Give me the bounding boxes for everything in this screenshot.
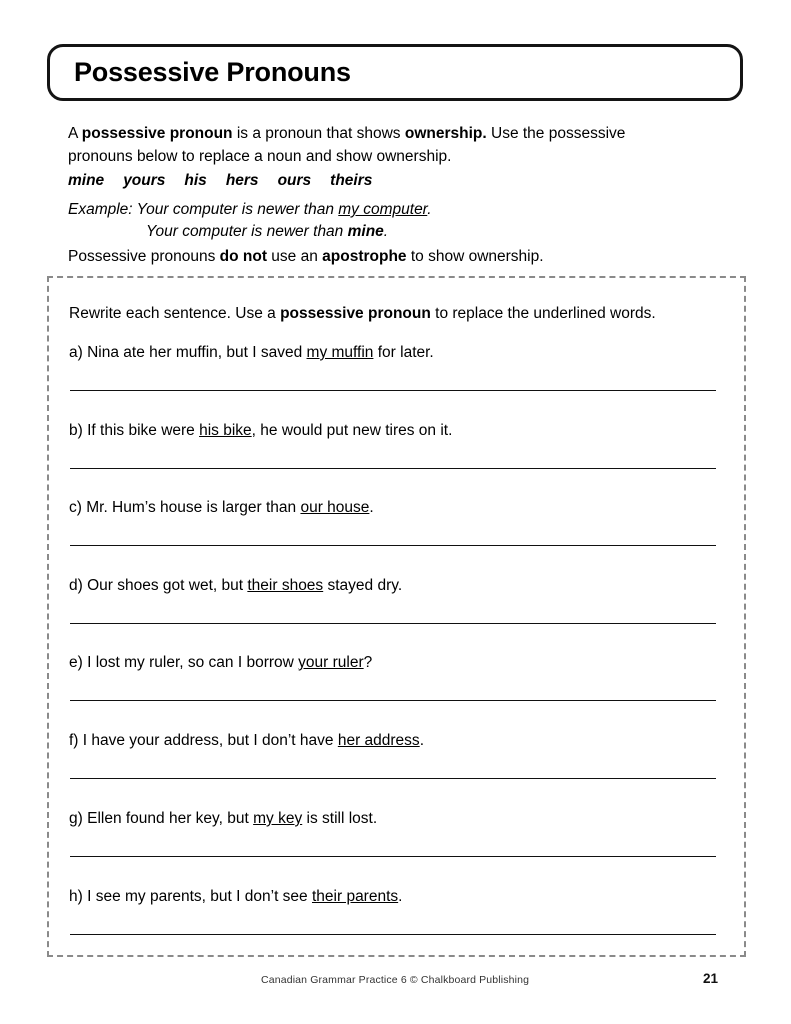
pronoun-theirs: theirs xyxy=(330,172,373,189)
item-h-marker: h) xyxy=(69,888,83,905)
exercise-item-e xyxy=(69,652,717,674)
example-line-1-after: . xyxy=(427,201,432,218)
item-f-text xyxy=(69,730,717,752)
item-b-text xyxy=(69,420,717,442)
answer-line-d[interactable] xyxy=(70,623,716,624)
note-part-3: to show ownership. xyxy=(406,248,544,265)
item-c-marker: c) xyxy=(69,499,82,516)
example-line-2-before: Your computer is newer than xyxy=(146,223,348,240)
example-line-1-before: Your computer is newer than xyxy=(132,201,339,218)
item-c-underlined: our house xyxy=(300,499,370,516)
item-f-after: . xyxy=(419,732,424,749)
note-part-2: use an xyxy=(266,248,323,265)
intro-bold-possessive-pronoun: possessive pronoun xyxy=(81,125,233,142)
item-d-marker: d) xyxy=(69,577,83,594)
item-f-before: I have your address, but I don’t have xyxy=(78,732,338,749)
pronoun-mine: mine xyxy=(68,172,105,189)
item-a-text xyxy=(69,342,717,364)
intro-bold-ownership: ownership. xyxy=(404,125,487,142)
exercise-item-a xyxy=(69,342,717,364)
pronoun-hers: hers xyxy=(225,172,259,189)
exercise-item-d xyxy=(69,575,717,597)
directions-part-1: Rewrite each sentence. Use a xyxy=(69,305,281,322)
footer-credit: Canadian Grammar Practice 6 © Chalkboard Publishing xyxy=(261,974,530,986)
item-e-marker: e) xyxy=(69,654,83,671)
pronoun-his: his xyxy=(184,172,207,189)
note-bold-do-not: do not xyxy=(219,248,267,265)
item-g-before: Ellen found her key, but xyxy=(82,810,254,827)
answer-line-c[interactable] xyxy=(70,545,716,546)
answer-line-a[interactable] xyxy=(70,390,716,391)
item-d-text xyxy=(69,575,717,597)
item-a-marker: a) xyxy=(69,344,83,361)
intro-part-3: Use the possessive pronouns below to replace a noun and show ownership. xyxy=(68,125,626,165)
directions-bold: possessive pronoun xyxy=(280,305,431,322)
answer-line-g[interactable] xyxy=(70,856,716,857)
item-a-after: for later. xyxy=(373,344,434,361)
item-h-before: I see my parents, but I don’t see xyxy=(82,888,312,905)
example-line-2-bold: mine xyxy=(347,223,384,240)
item-c-text xyxy=(69,497,717,519)
item-b-marker: b) xyxy=(69,422,83,439)
item-g-underlined: my key xyxy=(253,810,303,827)
pronoun-yours: yours xyxy=(123,172,166,189)
item-c-before: Mr. Hum’s house is larger than xyxy=(81,499,301,516)
item-f-underlined: her address xyxy=(337,732,420,749)
item-a-before: Nina ate her muffin, but I saved xyxy=(82,344,307,361)
item-e-after: ? xyxy=(363,654,373,671)
item-c-after: . xyxy=(369,499,374,516)
item-d-underlined: their shoes xyxy=(247,577,324,594)
item-a-underlined: my muffin xyxy=(306,344,374,361)
intro-part-2: is a pronoun that shows xyxy=(232,125,405,142)
directions-part-2: to replace the underlined words. xyxy=(430,305,656,322)
item-b-underlined: his bike xyxy=(199,422,252,439)
item-e-underlined: your ruler xyxy=(298,654,364,671)
item-h-text xyxy=(69,886,717,908)
example-line-1-underlined: my computer xyxy=(338,201,428,218)
answer-line-e[interactable] xyxy=(70,700,716,701)
note-bold-apostrophe: apostrophe xyxy=(322,248,407,265)
note-part-1: Possessive pronouns xyxy=(68,248,220,265)
example-label: Example: xyxy=(68,201,133,218)
exercise-item-h xyxy=(69,886,717,908)
exercise-item-f xyxy=(69,730,717,752)
item-h-underlined: their parents xyxy=(311,888,399,905)
item-g-after: is still lost. xyxy=(302,810,378,827)
answer-line-f[interactable] xyxy=(70,778,716,779)
item-d-before: Our shoes got wet, but xyxy=(82,577,248,594)
item-b-after: , he would put new tires on it. xyxy=(251,422,453,439)
page-number: 21 xyxy=(703,971,719,986)
exercise-item-g xyxy=(69,808,717,830)
item-h-after: . xyxy=(398,888,403,905)
page-title: Possessive Pronouns xyxy=(74,57,351,87)
item-f-marker: f) xyxy=(69,732,79,749)
item-d-after: stayed dry. xyxy=(323,577,403,594)
exercise-item-c xyxy=(69,497,717,519)
item-e-before: I lost my ruler, so can I borrow xyxy=(82,654,299,671)
exercise-item-b xyxy=(69,420,717,442)
pronoun-ours: ours xyxy=(277,172,312,189)
item-b-before: If this bike were xyxy=(82,422,200,439)
answer-line-b[interactable] xyxy=(70,468,716,469)
example-line-2-after: . xyxy=(383,223,389,240)
item-g-text xyxy=(69,808,717,830)
item-e-text xyxy=(69,652,717,674)
item-g-marker: g) xyxy=(69,810,83,827)
intro-part-1: A xyxy=(68,125,82,142)
answer-line-h[interactable] xyxy=(70,934,716,935)
